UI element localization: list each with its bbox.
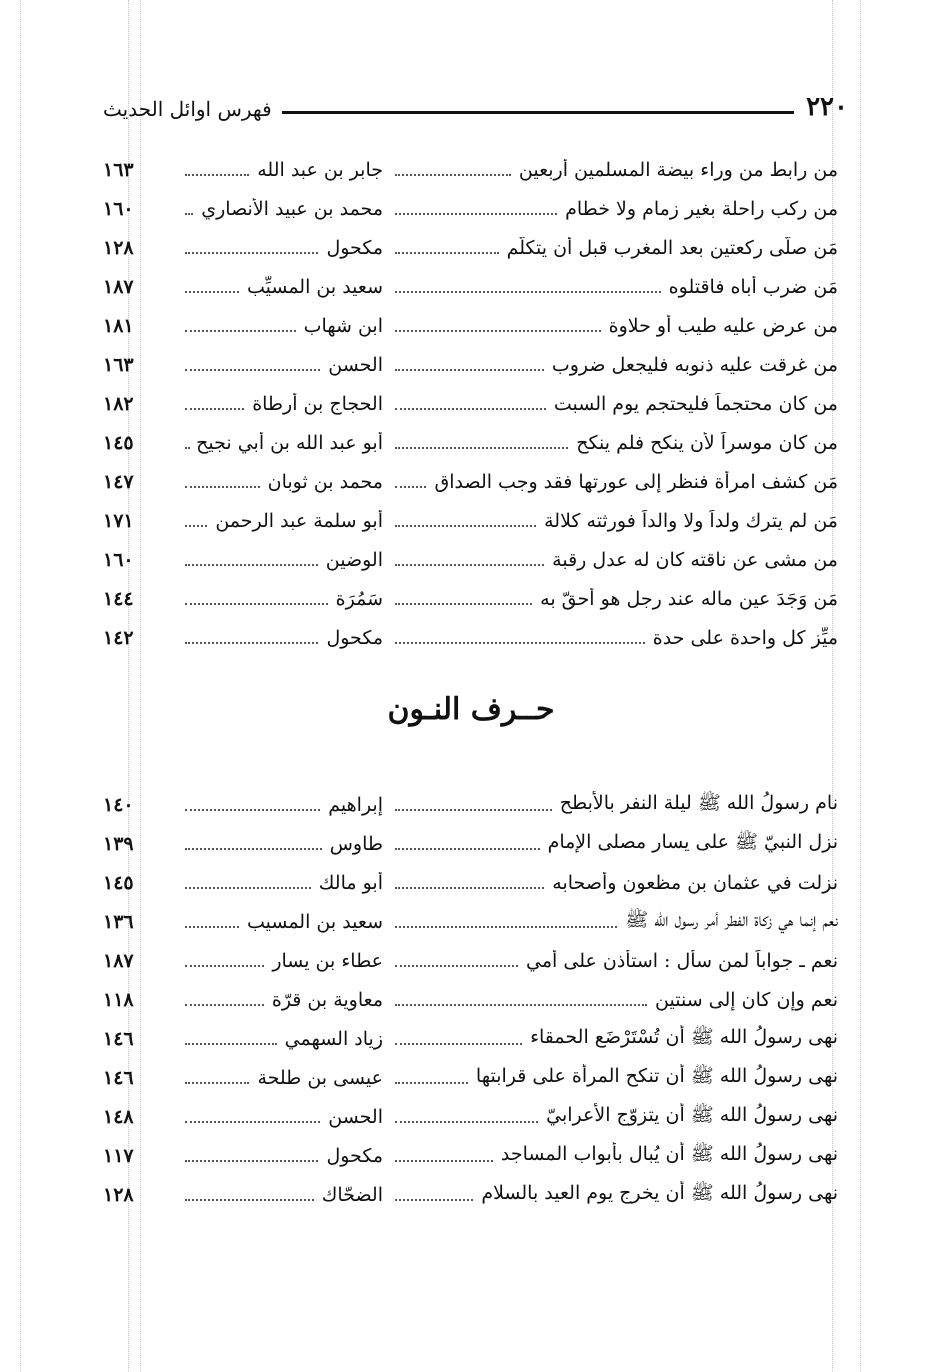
dot-leader — [185, 1160, 318, 1162]
dot-leader — [395, 1121, 538, 1123]
dot-leader — [185, 1082, 249, 1084]
hadith-opening-cell — [383, 1025, 838, 1053]
page-reference: ١٢٨ — [103, 1183, 134, 1206]
page-reference: ١٤٧ — [103, 470, 134, 493]
page-number: ٢٢٠ — [806, 92, 848, 122]
page-reference: ١٦٣ — [103, 158, 134, 181]
hadith-opening-cell — [383, 549, 838, 571]
index-section-meem — [103, 150, 838, 657]
dot-leader — [185, 887, 311, 889]
narrator-name: مكحول — [326, 1144, 383, 1167]
dot-leader — [395, 1160, 493, 1162]
section-heading: حــرف النـون — [387, 692, 555, 727]
dot-leader — [185, 564, 318, 566]
hadith-opening-cell — [383, 950, 838, 972]
page-reference: ١٨٧ — [103, 949, 134, 972]
hadith-opening-cell — [383, 1103, 838, 1131]
narrator-name: أبو عبد الله بن أبي نجيح — [196, 431, 383, 454]
hadith-opening-cell — [383, 588, 838, 610]
narrator-cell — [173, 1184, 383, 1206]
hadith-opening-text: نهى رسولُ الله ﷺ أن تنكح المرأة على قرابتها — [475, 1064, 838, 1087]
page-reference: ١٤٦ — [103, 1027, 134, 1050]
index-entry — [103, 1058, 838, 1097]
hadith-opening-cell — [383, 237, 838, 259]
index-entry — [103, 384, 838, 423]
dot-leader — [395, 408, 546, 410]
narrator-name: مكحول — [326, 626, 383, 649]
dot-leader — [185, 213, 193, 215]
dot-leader — [185, 603, 328, 605]
index-entry — [103, 540, 838, 579]
dot-leader — [395, 252, 499, 254]
dot-leader — [185, 1004, 264, 1006]
hadith-opening-text: من كان محتجماً فليحتجم يوم السبت — [553, 392, 838, 415]
header-rule — [282, 111, 794, 114]
index-entry — [103, 267, 838, 306]
narrator-name: أبو مالك — [318, 871, 383, 894]
dot-leader — [185, 174, 249, 176]
narrator-name: الحسن — [328, 1105, 383, 1128]
hadith-opening-text: نعم ـ جواباً لمن سأل : استأذن على أمي — [526, 949, 838, 972]
dot-leader — [395, 174, 511, 176]
page-reference: ١٣٦ — [103, 910, 134, 933]
narrator-cell — [173, 872, 383, 894]
index-entry — [103, 980, 838, 1019]
page-reference: ١٤٢ — [103, 626, 134, 649]
dot-leader — [185, 330, 296, 332]
dot-leader — [395, 1004, 647, 1006]
hadith-opening-cell — [383, 393, 838, 415]
narrator-cell — [173, 432, 383, 454]
hadith-opening-cell — [383, 1142, 838, 1170]
narrator-name: الوضين — [325, 548, 383, 571]
page-reference: ١٨٧ — [103, 275, 134, 298]
narrator-name: الحسن — [328, 353, 383, 376]
index-entry — [103, 618, 838, 657]
running-title: فهرس اوائل الحديث — [103, 97, 272, 121]
narrator-cell — [173, 315, 383, 337]
hadith-opening-cell — [383, 908, 838, 936]
page-reference: ١٤٠ — [103, 793, 134, 816]
hadith-opening-cell — [383, 354, 838, 376]
dot-leader — [185, 642, 318, 644]
hadith-opening-text: نعم إنما هي زكاة الفطر أمر رسول الله ﷺ — [625, 908, 838, 931]
dot-leader — [395, 1043, 522, 1045]
hadith-opening-cell — [383, 276, 838, 298]
dot-leader — [185, 369, 320, 371]
index-entry — [103, 824, 838, 863]
narrator-cell — [173, 1028, 383, 1050]
dot-leader — [395, 887, 544, 889]
hadith-opening-text: من كان موسراً لأن ينكح فلم ينكح — [576, 431, 838, 454]
narrator-cell — [173, 393, 383, 415]
index-entry — [103, 501, 838, 540]
dot-leader — [185, 809, 320, 811]
narrator-name: ابن شهاب — [303, 314, 383, 337]
dot-leader — [395, 213, 557, 215]
hadith-opening-cell — [383, 432, 838, 454]
index-entry — [103, 941, 838, 980]
dot-leader — [185, 408, 244, 410]
page-reference: ١٤٤ — [103, 587, 134, 610]
dot-leader — [395, 486, 426, 488]
index-entry — [103, 579, 838, 618]
dot-leader — [395, 642, 645, 644]
page-reference: ١١٧ — [103, 1144, 134, 1167]
page-reference: ١٦٠ — [103, 197, 134, 220]
hadith-opening-text: من رابط من وراء بيضة المسلمين أربعين — [518, 158, 838, 181]
index-entry — [103, 228, 838, 267]
hadith-opening-cell — [383, 198, 838, 220]
index-entry — [103, 1019, 838, 1058]
hadith-opening-text: نام رسولُ الله ﷺ ليلة النفر بالأبطح — [559, 791, 838, 814]
narrator-name: طاوس — [329, 832, 383, 855]
narrator-cell — [173, 588, 383, 610]
hadith-opening-cell — [383, 830, 838, 858]
scan-guide-line — [20, 0, 21, 1372]
narrator-name: مكحول — [326, 236, 383, 259]
dot-leader — [395, 447, 568, 449]
narrator-cell — [173, 1145, 383, 1167]
hadith-opening-text: نزل النبيّ ﷺ على يسار مصلى الإمام — [547, 830, 838, 853]
page-reference: ١٤٥ — [103, 871, 134, 894]
page-reference: ١٣٩ — [103, 832, 134, 855]
hadith-opening-cell — [383, 872, 838, 894]
dot-leader — [395, 848, 540, 850]
narrator-cell — [173, 276, 383, 298]
dot-leader — [185, 848, 322, 850]
page-header — [103, 86, 848, 120]
index-entry — [103, 423, 838, 462]
dot-leader — [185, 965, 264, 967]
dot-leader — [395, 525, 536, 527]
page-reference: ١٢٨ — [103, 236, 134, 259]
hadith-opening-text: مَن ضرب أباه فاقتلوه — [668, 275, 838, 298]
hadith-opening-text: مَن لم يترك ولداً ولا والداً فورثته كلالة — [544, 509, 838, 532]
narrator-name: عيسى بن طلحة — [257, 1066, 383, 1089]
page-reference: ١٦٠ — [103, 548, 134, 571]
page-reference: ١٨٢ — [103, 392, 134, 415]
dot-leader — [185, 486, 260, 488]
narrator-cell — [173, 833, 383, 855]
hadith-opening-text: مَن صلّى ركعتين بعد المغرب قبل أن يتكلّم — [506, 236, 838, 259]
narrator-name: معاوية بن قرّة — [271, 988, 383, 1011]
narrator-cell — [173, 794, 383, 816]
hadith-opening-cell — [383, 989, 838, 1011]
hadith-opening-text: من غرقت عليه ذنوبه فليجعل ضروب — [551, 353, 838, 376]
page-reference: ١٤٨ — [103, 1105, 134, 1128]
page-reference: ١٨١ — [103, 314, 134, 337]
index-entry — [103, 902, 838, 941]
dot-leader — [395, 330, 601, 332]
narrator-cell — [173, 989, 383, 1011]
hadith-opening-text: من ركب راحلة بغير زمام ولا خطام — [565, 197, 838, 220]
narrator-cell — [173, 159, 383, 181]
page-reference: ١٤٦ — [103, 1066, 134, 1089]
hadith-opening-text: نهى رسولُ الله ﷺ أن يُبال بأبواب المساجد — [500, 1142, 838, 1165]
narrator-name: الضحّاك — [321, 1183, 383, 1206]
dot-leader — [395, 1082, 468, 1084]
index-entry — [103, 462, 838, 501]
scan-guide-line — [860, 0, 861, 1372]
narrator-cell — [173, 1106, 383, 1128]
dot-leader — [395, 291, 661, 293]
index-entry — [103, 785, 838, 824]
dot-leader — [395, 564, 544, 566]
narrator-cell — [173, 911, 383, 933]
hadith-opening-cell — [383, 510, 838, 532]
index-section-noon — [103, 785, 838, 1214]
hadith-opening-text: مَن وَجَدَ عين ماله عند رجل هو أحقّ به — [540, 587, 838, 610]
narrator-cell — [173, 1067, 383, 1089]
dot-leader — [395, 1199, 473, 1201]
hadith-opening-text: نزلت في عثمان بن مظعون وأصحابه — [552, 871, 838, 894]
dot-leader — [185, 447, 188, 449]
dot-leader — [185, 1043, 277, 1045]
narrator-cell — [173, 627, 383, 649]
hadith-opening-text: من مشى عن ناقته كان له عدل رقبة — [552, 548, 838, 571]
narrator-name: محمد بن ثوبان — [267, 470, 383, 493]
dot-leader — [185, 1121, 320, 1123]
dot-leader — [395, 369, 544, 371]
page-reference: ١٦٣ — [103, 353, 134, 376]
page-reference: ١١٨ — [103, 988, 134, 1011]
narrator-name: إبراهيم — [328, 793, 383, 816]
narrator-cell — [173, 549, 383, 571]
narrator-name: عطاء بن يسار — [272, 949, 383, 972]
narrator-name: محمد بن عبيد الأنصاري — [201, 197, 383, 220]
narrator-cell — [173, 510, 383, 532]
narrator-name: سعيد بن المسيِّب — [246, 275, 383, 298]
hadith-opening-text: مَن كشف امرأة فنظر إلى عورتها فقد وجب الصداق — [434, 470, 838, 493]
dot-leader — [185, 252, 318, 254]
hadith-opening-text: نهى رسولُ الله ﷺ أن تُسْتَرْضَع الحمقاء — [530, 1025, 838, 1048]
index-entry — [103, 189, 838, 228]
index-entry — [103, 150, 838, 189]
index-entry — [103, 863, 838, 902]
narrator-cell — [173, 198, 383, 220]
narrator-name: سعيد بن المسيب — [246, 910, 383, 933]
dot-leader — [185, 926, 239, 928]
narrator-cell — [173, 237, 383, 259]
hadith-opening-text: نهى رسولُ الله ﷺ أن يخرج يوم العيد بالسلام — [481, 1181, 838, 1204]
hadith-opening-text: ميِّز كل واحدة على حدة — [652, 626, 838, 649]
index-entry — [103, 345, 838, 384]
hadith-opening-cell — [383, 1064, 838, 1092]
hadith-opening-cell — [383, 791, 838, 819]
hadith-opening-text: من عرض عليه طيب أو حلاوة — [608, 314, 838, 337]
dot-leader — [185, 291, 239, 293]
hadith-opening-text: نعم وإن كان إلى سنتين — [655, 988, 838, 1011]
hadith-opening-cell — [383, 159, 838, 181]
dot-leader — [395, 603, 532, 605]
narrator-name: الحجاج بن أرطاة — [252, 392, 383, 415]
index-entry — [103, 1136, 838, 1175]
dot-leader — [395, 926, 617, 928]
narrator-name: زياد السهمي — [284, 1027, 383, 1050]
hadith-opening-text: نهى رسولُ الله ﷺ أن يتزوّج الأعرابيّ — [546, 1103, 838, 1126]
narrator-cell — [173, 471, 383, 493]
hadith-opening-cell — [383, 627, 838, 649]
hadith-opening-cell — [383, 1181, 838, 1209]
narrator-cell — [173, 950, 383, 972]
dot-leader — [395, 809, 552, 811]
index-entry — [103, 1175, 838, 1214]
narrator-name: سَمُرَة — [335, 587, 383, 610]
hadith-opening-cell — [383, 315, 838, 337]
page-reference: ١٤٥ — [103, 431, 134, 454]
dot-leader — [185, 525, 207, 527]
narrator-name: أبو سلمة عبد الرحمن — [215, 509, 383, 532]
index-entry — [103, 306, 838, 345]
narrator-cell — [173, 354, 383, 376]
index-entry — [103, 1097, 838, 1136]
narrator-name: جابر بن عبد الله — [257, 158, 383, 181]
dot-leader — [185, 1199, 314, 1201]
dot-leader — [395, 965, 518, 967]
hadith-opening-cell — [383, 471, 838, 493]
page-reference: ١٧١ — [103, 509, 134, 532]
